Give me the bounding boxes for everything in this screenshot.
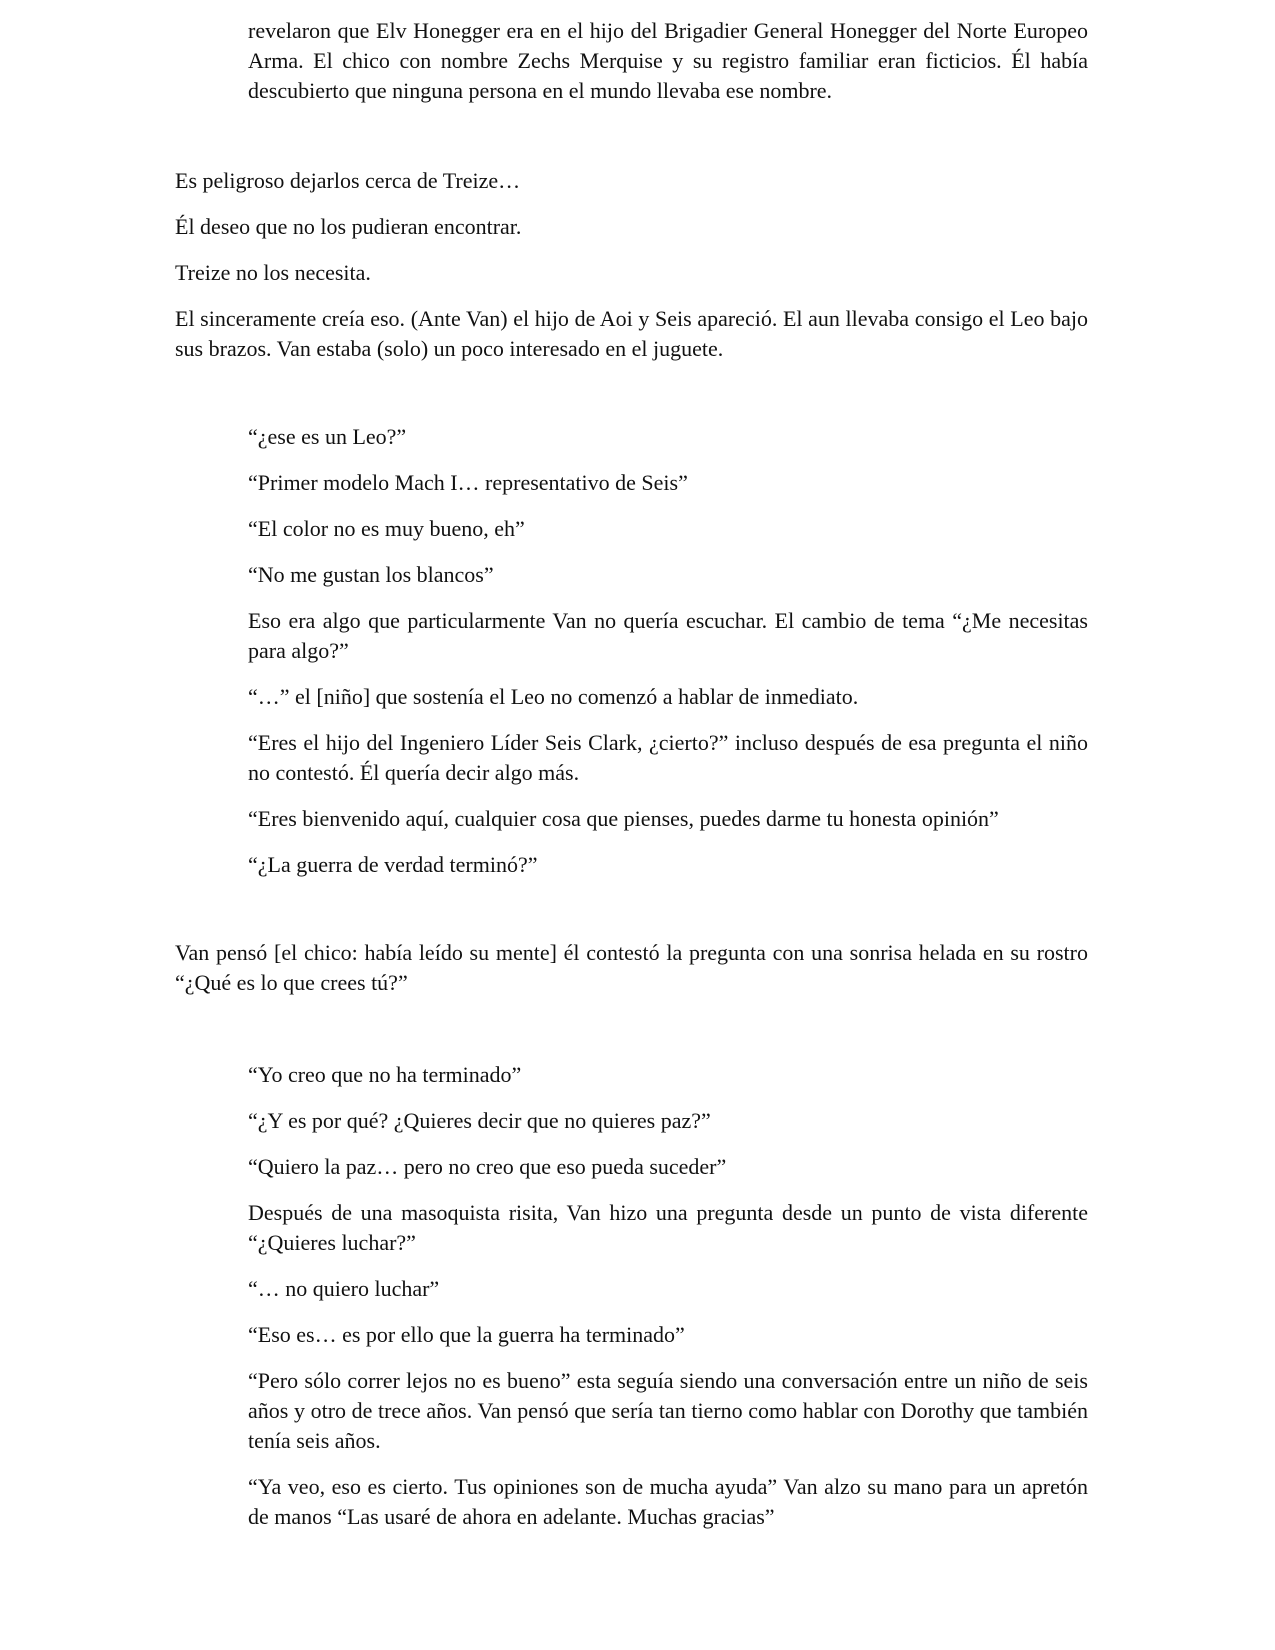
- dialogue-line-2: “Primer modelo Mach I… representativo de Seis”: [248, 470, 688, 495]
- dialogue-line-12: “Quiero la paz… pero no creo que eso pueda suceder”: [248, 1154, 727, 1179]
- dialogue-line-13: Después de una masoquista risita, Van hizo una pregunta desde un punto de vista diferente “¿Quieres luchar?”: [248, 1200, 1088, 1255]
- dialogue-line-7: “Eres el hijo del Ingeniero Líder Seis Clark, ¿cierto?” incluso después de esa pregunta el niño no contestó. Él quería decir algo más.: [248, 730, 1088, 785]
- paragraph-3: Él deseo que no los pudieran encontrar.: [175, 214, 522, 239]
- dialogue-line-3: “El color no es muy bueno, eh”: [248, 516, 525, 541]
- dialogue-line-4: “No me gustan los blancos”: [248, 562, 494, 587]
- dialogue-line-10: “Yo creo que no ha terminado”: [248, 1062, 522, 1087]
- dialogue-line-6: “…” el [niño] que sostenía el Leo no comenzó a hablar de inmediato.: [248, 684, 859, 709]
- dialogue-line-8: “Eres bienvenido aquí, cualquier cosa que pienses, puedes darme tu honesta opinión”: [248, 806, 999, 831]
- dialogue-line-11: “¿Y es por qué? ¿Quieres decir que no quieres paz?”: [248, 1108, 711, 1133]
- dialogue-line-17: “Ya veo, eso es cierto. Tus opiniones son de mucha ayuda” Van alzo su mano para un apretón de manos “Las usaré de ahora en adelante. Muchas gracias”: [248, 1474, 1088, 1529]
- paragraph-5: El sinceramente creía eso. (Ante Van) el hijo de Aoi y Seis apareció. El aun llevaba consigo el Leo bajo sus brazos. Van estaba (solo) un poco interesado en el juguete.: [175, 306, 1088, 361]
- paragraph-1: revelaron que Elv Honegger era en el hijo del Brigadier General Honegger del Norte Europeo Arma. El chico con nombre Zechs Merquise y su registro familiar eran ficticios. Él había descubierto que ninguna persona en el mundo llevaba ese nombre.: [248, 18, 1088, 103]
- dialogue-line-16: “Pero sólo correr lejos no es bueno” esta seguía siendo una conversación entre un niño de seis años y otro de trece años. Van pensó que sería tan tierno como hablar con Dorothy que también tenía seis años.: [248, 1368, 1088, 1453]
- dialogue-line-15: “Eso es… es por ello que la guerra ha terminado”: [248, 1322, 685, 1347]
- dialogue-line-1: “¿ese es un Leo?”: [248, 424, 407, 449]
- paragraph-2: Es peligroso dejarlos cerca de Treize…: [175, 168, 521, 193]
- paragraph-4: Treize no los necesita.: [175, 260, 371, 285]
- paragraph-6: Van pensó [el chico: había leído su mente] él contestó la pregunta con una sonrisa helada en su rostro “¿Qué es lo que crees tú?”: [175, 940, 1088, 995]
- dialogue-line-14: “… no quiero luchar”: [248, 1276, 440, 1301]
- dialogue-line-5: Eso era algo que particularmente Van no quería escuchar. El cambio de tema “¿Me necesitas para algo?”: [248, 608, 1088, 663]
- dialogue-line-9: “¿La guerra de verdad terminó?”: [248, 852, 538, 877]
